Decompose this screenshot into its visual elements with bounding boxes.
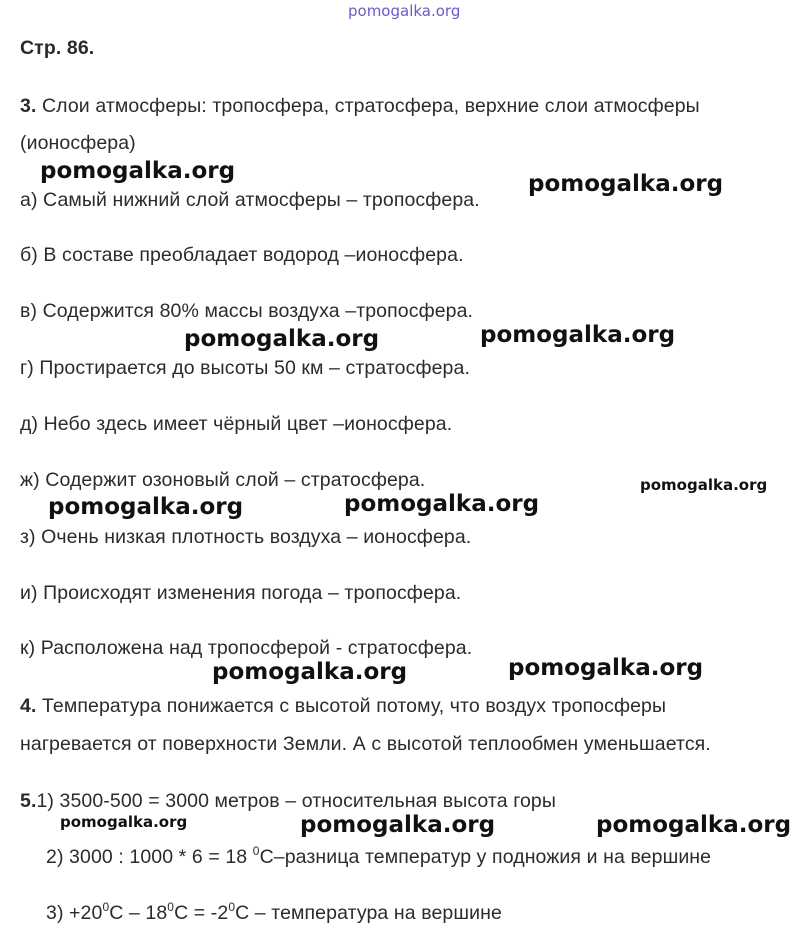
task5-step2 [46, 846, 711, 869]
task5-step3-part: С – 18 [109, 902, 168, 924]
task4-number: 4. [20, 695, 37, 717]
task5-step2-part: С–разница температур у подножия и на вершине [259, 846, 712, 868]
watermark: pomogalka.org [640, 476, 768, 494]
watermark: pomogalka.org [60, 813, 188, 831]
task5-step1-text: 1) 3500-500 = 3000 метров – относительная высота горы [36, 790, 556, 812]
task3-item-v: в) Содержится 80% массы воздуха –тропосфера. [20, 300, 474, 322]
task4-line1 [20, 695, 666, 718]
site-header: pomogalka.org [348, 2, 461, 20]
task3-item-b: б) В составе преобладает водород –ионосфера. [20, 244, 464, 266]
task3-item-a: а) Самый нижний слой атмосферы – тропосфера. [20, 189, 480, 211]
task4-text: Температура понижается с высотой потому, что воздух тропосферы [36, 695, 667, 717]
degree-sup: 0 [228, 900, 236, 914]
task3-intro-text: Слои атмосферы: тропосфера, стратосфера, верхние слои атмосферы [36, 95, 700, 117]
task3-item-g: г) Простирается до высоты 50 км – стратосфера. [20, 357, 470, 379]
watermark: pomogalka.org [48, 494, 244, 520]
task3-item-z: з) Очень низкая плотность воздуха – ионосфера. [20, 526, 472, 548]
task3-item-d: д) Небо здесь имеет чёрный цвет –ионосфера. [20, 413, 453, 435]
task5-step3-part: С = -2 [174, 902, 229, 924]
task3-intro-line1 [20, 95, 700, 118]
task5-number: 5. [20, 790, 37, 812]
task3-item-zh: ж) Содержит озоновый слой – стратосфера. [20, 469, 426, 491]
watermark: pomogalka.org [528, 171, 724, 197]
task3-number: 3. [20, 95, 37, 117]
task5-step3-part: 3) +20 [46, 902, 103, 924]
degree-sup: 0 [102, 900, 110, 914]
task3-intro-line2: (ионосфера) [20, 132, 136, 154]
watermark: pomogalka.org [184, 326, 380, 352]
watermark: pomogalka.org [344, 491, 540, 517]
watermark: pomogalka.org [212, 659, 408, 685]
task5-step1 [20, 790, 556, 813]
page-label: Стр. 86. [20, 37, 95, 59]
degree-sup: 0 [167, 900, 175, 914]
task3-item-k: к) Расположена над тропосферой - стратосфера. [20, 637, 473, 659]
task5-step3 [46, 902, 502, 925]
degree-sup: 0 [252, 844, 260, 858]
watermark: pomogalka.org [596, 812, 792, 838]
watermark: pomogalka.org [40, 158, 236, 184]
watermark: pomogalka.org [300, 812, 496, 838]
watermark: pomogalka.org [508, 655, 704, 681]
task5-step2-part: 2) 3000 : 1000 * 6 = 18 [46, 846, 253, 868]
task3-item-i: и) Происходят изменения погода – тропосфера. [20, 582, 462, 604]
watermark: pomogalka.org [480, 322, 676, 348]
task4-line2: нагревается от поверхности Земли. А с высотой теплообмен уменьшается. [20, 733, 711, 755]
task5-step3-part: С – температура на вершине [235, 902, 502, 924]
